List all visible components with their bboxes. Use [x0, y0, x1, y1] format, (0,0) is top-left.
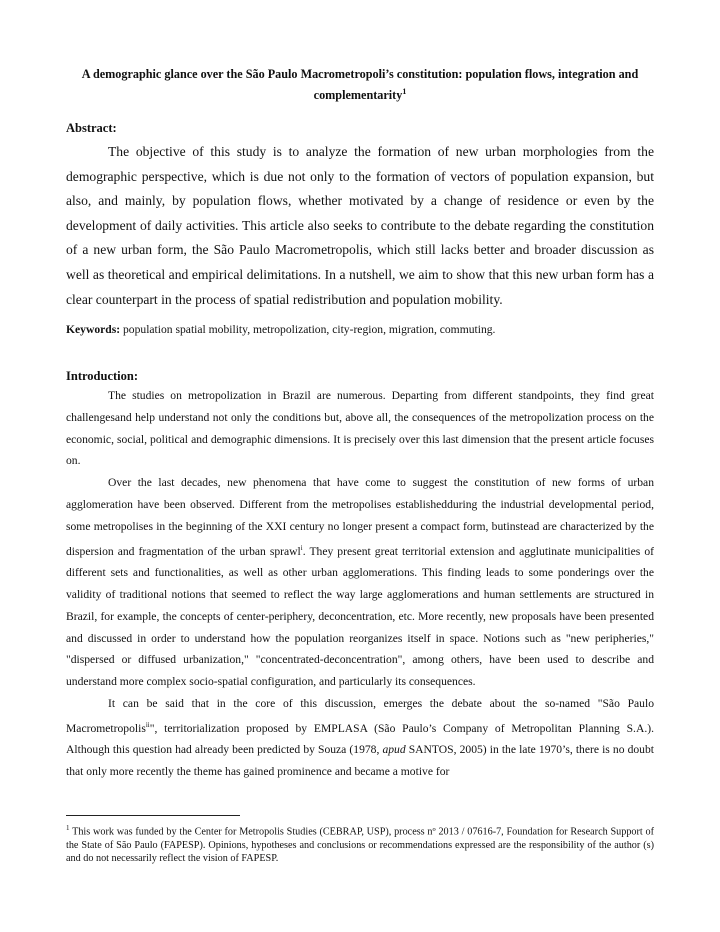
paper-title [66, 66, 654, 104]
title-text: A demographic glance over the São Paulo Macrometropoli’s constitution: population flows, integration and complementarity [81, 67, 639, 103]
intro-p3-italic: apud [382, 743, 406, 757]
intro-p3-text-b: ", territorialization proposed by EMPLASA (São Paulo’s Company of Metropolitan Planning S.A.). Although this question had already been predicted by Souza (1978, [66, 721, 654, 757]
introduction-body [66, 385, 654, 783]
abstract-text: The objective of this study is to analyze the formation of new urban morphologies from the demographic perspective, which is due not only to the formation of vectors of population expansion, but also, and mainly, by population flows, whether motivated by a change of residence or even by the development of daily activities. This article also seeks to contribute to the debate regarding the constitution of a new urban form, the São Paulo Macrometropolis, which still lacks better and broader discussion as well as theoretical and empirical delimitations. In a nutshell, we aim to show that this new urban form has a clear counterpart in the process of spatial redistribution and population mobility. [66, 144, 654, 307]
intro-p2-text-b: . They present great territorial extension and agglutinate municipalities of different sets and functionalities, as well as other urban agglomerations. This finding leads to some ponderings over the validity of traditional notions that seemed to reflect the way large agglomerations and human settlements are structured in Brazil, for example, the concepts of center-periphery, deconcentration, etc. More recently, new proposals have been presented and discussed in order to understand how the population reorganizes itself in space. Notions such as "new peripheries," "dispersed or diffused urbanization," "concentrated-deconcentration", among others, have been used to describe and understand more complex socio-spatial configuration, and particularly its consequences. [66, 544, 654, 689]
intro-paragraph-2 [66, 472, 654, 693]
endnote-marker-ii: ii [145, 720, 150, 729]
intro-paragraph-3 [66, 693, 654, 783]
abstract-heading: Abstract: [66, 121, 117, 135]
footnote-text: This work was funded by the Center for Metropolis Studies (CEBRAP, USP), process nº 2013 / 07616-7, Foundation for Research Support of the State of São Paulo (FAPESP). Opinions, hypotheses and conclusions or recommendations expressed are the responsibility of the author (s) and do not necessarily reflect the vision of FAPESP. [66, 826, 654, 865]
keywords-line [66, 322, 654, 338]
title-footnote-marker: 1 [402, 87, 407, 96]
intro-p2-text-a: Over the last decades, new phenomena that have come to suggest the constitution of new forms of urban agglomeration have been observed. Different from the metropolises establishedduring the industrial developmental period, some metropolises in the beginning of the XXI century no longer present a compact form, butinstead are characterized by the dispersion and fragmentation of the urban sprawl [66, 476, 654, 558]
intro-p3-text-c: SANTOS, 2005) in the late 1970’s, there is no doubt that only more recently the theme has gained prominence and became a motive for [66, 743, 654, 779]
introduction-heading: Introduction: [66, 369, 139, 383]
footnote-marker: 1 [66, 824, 70, 832]
footnote-divider [66, 815, 240, 816]
intro-paragraph-1: The studies on metropolization in Brazil are numerous. Departing from different standpoints, they find great challengesand help understand not only the conditions but, above all, the consequences of the metropolization process on the economic, social, political and demographic dimensions. It is precisely over this last dimension that the present article focuses on. [66, 389, 654, 468]
keywords-text: population spatial mobility, metropolization, city-region, migration, commuting. [120, 323, 496, 336]
keywords-label: Keywords: [66, 323, 121, 336]
footnote [66, 822, 654, 866]
endnote-marker-i: i [300, 543, 303, 552]
intro-p3-text-a: It can be said that in the core of this discussion, emerges the debate about the so-named "São Paulo Macrometropolis [66, 697, 654, 735]
